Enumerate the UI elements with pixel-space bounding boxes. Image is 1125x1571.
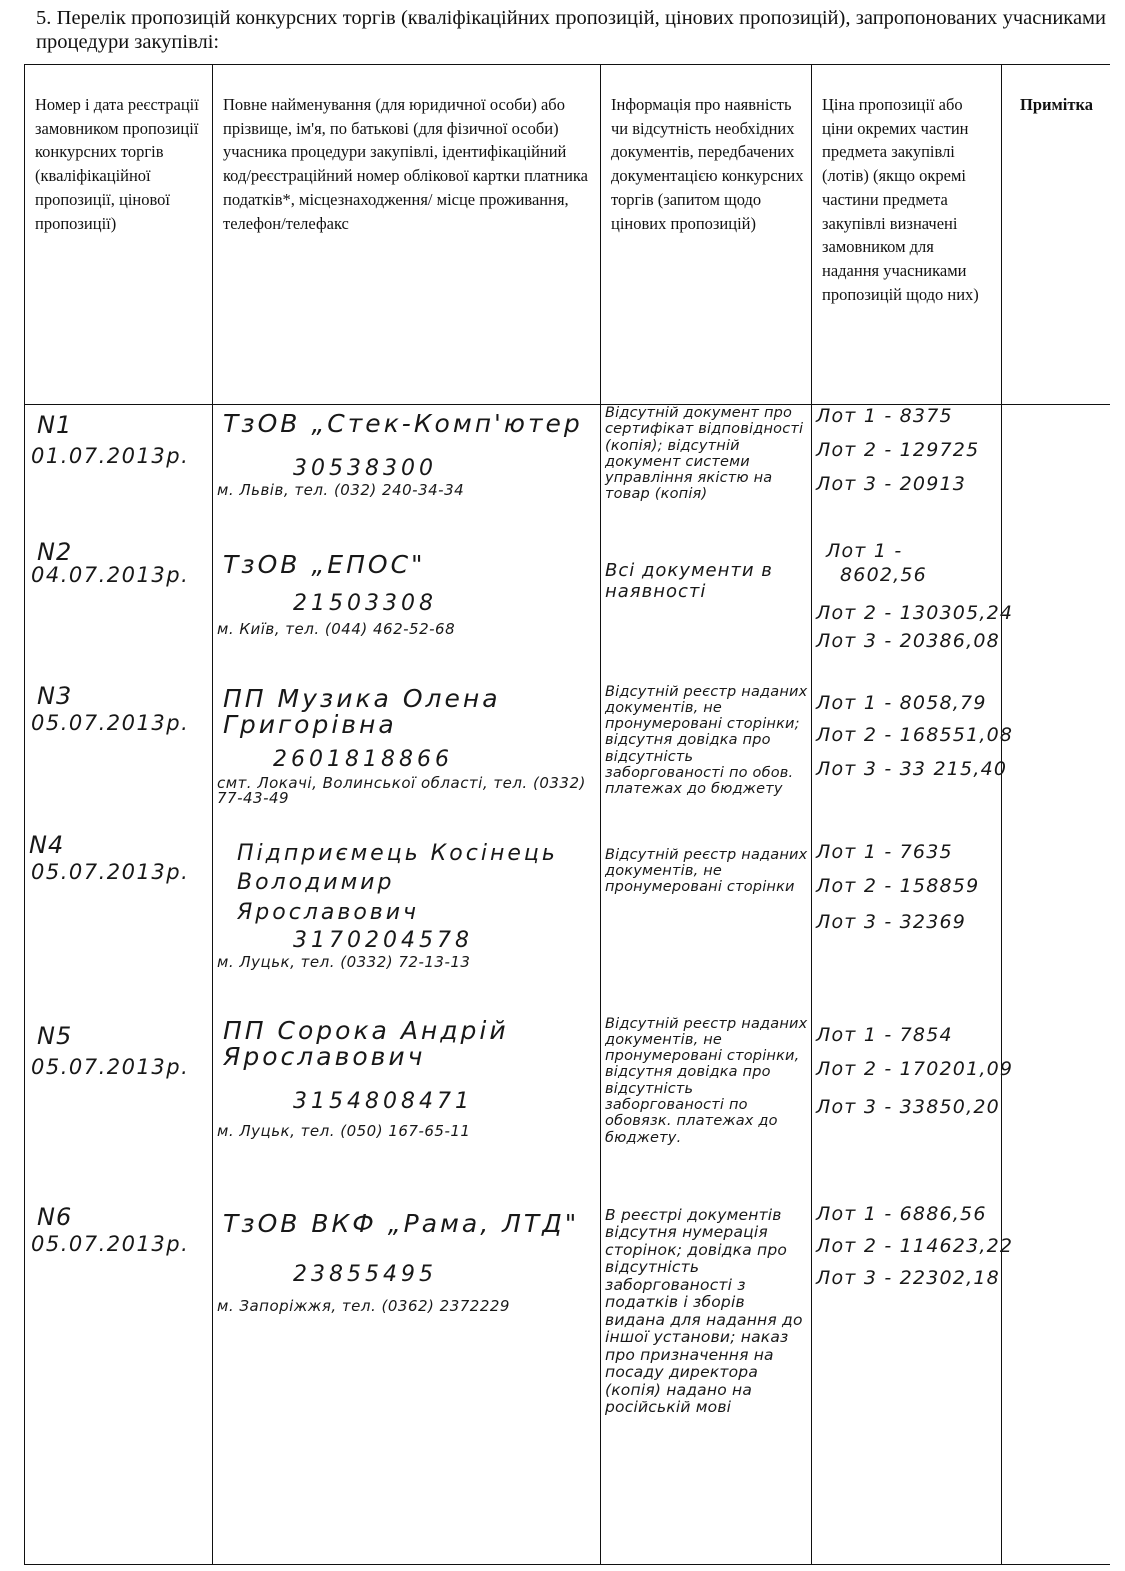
header-number-date: Номер і дата реєстрації замовником пропозиції конкурсних торгів (кваліфікаційної пропозиції, цінової пропозиції) [25, 65, 213, 405]
cell-number-date [25, 1000, 213, 1195]
participant-code: 30538300 [293, 456, 437, 481]
lot-price: Лот 3 - 33 215,40 [816, 757, 1008, 780]
participant-code: 21503308 [293, 590, 437, 616]
participant-address: м. Запоріжжя, тел. (0362) 2372229 [217, 1296, 510, 1315]
lot-price: Лот 1 - 7635 [816, 840, 953, 863]
row-number: N4 [29, 830, 65, 859]
row-number: N5 [37, 1021, 73, 1050]
lot-price: Лот 3 - 32369 [816, 910, 967, 933]
participant-address: м. Київ, тел. (044) 462-52-68 [217, 619, 456, 638]
documents-info: Всі документи в наявності [605, 559, 773, 602]
cell-participant [213, 540, 601, 680]
documents-info: Відсутній реєстр наданих документів, не пронумеровані сторінки; відсутня довідка про відсутність заборгованості по обов. платежах до бюджету [605, 683, 808, 798]
lot-price: Лот 1 - 6886,56 [816, 1202, 987, 1225]
cell-number-date [25, 1195, 213, 1565]
cell-note [1002, 1000, 1110, 1195]
lot-price: 8602,56 [840, 563, 927, 586]
row-date: 05.07.2013р. [31, 1231, 190, 1256]
table-row [25, 825, 1110, 1000]
header-participant: Повне найменування (для юридичної особи) або прізвище, ім'я, по батькові (для фізичної особи) учасника процедури закупівлі, ідентифікаційний код/реєстраційний номер облікової картки платника податків*, місцезнаходження/ місце проживання, телефон/телефакс [213, 65, 601, 405]
table-row [25, 1195, 1110, 1565]
row-number: N1 [37, 411, 73, 439]
lot-price: Лот 2 - 114623,22 [816, 1234, 1014, 1257]
documents-info: Відсутній документ про сертифікат відповідності (копія); відсутній документ системи управління якістю на товар (копія) [605, 405, 804, 503]
row-number: N6 [37, 1202, 73, 1231]
participant-code: 3170204578 [293, 927, 473, 953]
row-date: 04.07.2013р. [31, 562, 190, 587]
bids-table [24, 64, 1110, 1565]
participant-code: 3154808471 [293, 1088, 473, 1114]
table-row [25, 540, 1110, 680]
cell-price [812, 1195, 1014, 1565]
lot-price: Лот 1 - 7854 [816, 1023, 953, 1046]
row-number: N2 [37, 537, 73, 566]
participant-address: м. Львів, тел. (032) 240-34-34 [217, 481, 465, 499]
cell-participant [213, 1195, 601, 1565]
participant-code: 2601818866 [273, 746, 453, 772]
cell-price [812, 680, 1014, 825]
cell-documents [601, 540, 812, 680]
documents-info: Відсутній реєстр наданих документів, не пронумеровані сторінки [605, 846, 808, 896]
participant-address: м. Луцьк, тел. (0332) 72-13-13 [217, 952, 471, 971]
cell-participant [213, 680, 601, 825]
table-row [25, 405, 1110, 540]
cell-price [812, 1000, 1014, 1195]
header-documents: Інформація про наявність чи відсутність необхідних документів, передбачених документацією конкурсних торгів (запитом щодо цінових пропозицій) [601, 65, 812, 405]
cell-note [1002, 825, 1110, 1000]
cell-number-date [25, 537, 213, 680]
lot-price: Лот 3 - 22302,18 [816, 1266, 1000, 1289]
participant-name: ПП Музика Олена Григорівна [223, 683, 501, 739]
cell-price [812, 405, 1002, 540]
table-row [25, 680, 1110, 825]
lot-price: Лот 3 - 33850,20 [816, 1095, 1000, 1118]
section-intro: 5. Перелік пропозицій конкурсних торгів (кваліфікаційних пропозицій, цінових пропозицій), запропонованих учасниками процедури закупівлі: [36, 7, 1106, 53]
lot-price: Лот 1 - [826, 539, 903, 562]
header-price: Ціна пропозиції або ціни окремих частин предмета закупівлі (лотів) (якщо окремі частини предмета закупівлі визначені замовником для надання учасниками пропозицій щодо них) [812, 65, 1002, 405]
lot-price: Лот 2 - 168551,08 [816, 723, 1014, 746]
header-note: Примітка [1002, 65, 1110, 405]
lot-price: Лот 2 - 130305,24 [816, 601, 1014, 624]
participant-name: Підприємець Косінець Володимир Ярославович [237, 840, 558, 925]
cell-note [1002, 405, 1110, 540]
documents-info: В реєстрі документів відсутня нумерація сторінок; довідка про відсутність заборгованості з податків і зборів видана для надання до іншої установи; наказ про призначення на посаду директора (копія) надано на російській мові [605, 1205, 803, 1416]
cell-price [812, 825, 1002, 1000]
row-date: 01.07.2013р. [31, 444, 190, 468]
cell-note [1002, 680, 1110, 825]
cell-note [1002, 1195, 1110, 1565]
cell-documents [601, 825, 812, 1000]
cell-price [812, 539, 1014, 680]
participant-address: смт. Локачі, Волинської області, тел. (0332) 77-43-49 [217, 773, 586, 808]
lot-price: Лот 1 - 8058,79 [816, 691, 987, 714]
participant-name: ТзОВ „Стек-Комп'ютер [223, 409, 583, 438]
participant-address: м. Луцьк, тел. (050) 167-65-11 [217, 1121, 471, 1140]
table-header-row [25, 65, 1110, 405]
cell-documents [601, 1000, 812, 1195]
lot-price: Лот 3 - 20913 [816, 473, 967, 495]
row-date: 05.07.2013р. [31, 1054, 190, 1079]
row-date: 05.07.2013р. [31, 710, 190, 735]
cell-note [1002, 540, 1110, 680]
cell-number-date [25, 680, 213, 825]
lot-price: Лот 2 - 129725 [816, 439, 980, 461]
lot-price: Лот 1 - 8375 [816, 405, 953, 427]
cell-number-date [25, 405, 213, 540]
cell-participant [213, 405, 601, 540]
participant-name: ПП Сорока Андрій Ярославович [223, 1015, 509, 1071]
cell-participant [213, 825, 601, 1000]
lot-price: Лот 2 - 170201,09 [816, 1057, 1014, 1080]
table-row [25, 1000, 1110, 1195]
documents-info: Відсутній реєстр наданих документів, не пронумеровані сторінки, відсутня довідка про відсутність заборгованості по обовязк. платежах до бюджету. [605, 1015, 808, 1146]
cell-documents [601, 405, 812, 540]
lot-price: Лот 3 - 20386,08 [816, 629, 1000, 652]
lot-price: Лот 2 - 158859 [816, 874, 980, 897]
cell-participant [213, 1000, 601, 1195]
participant-code: 23855495 [293, 1261, 437, 1287]
row-number: N3 [37, 681, 73, 710]
participant-name: ТзОВ ВКФ „Рама, ЛТД" [223, 1208, 580, 1238]
cell-documents [601, 680, 812, 825]
participant-name: ТзОВ „ЕПОС" [223, 549, 426, 579]
row-date: 05.07.2013р. [31, 859, 190, 884]
cell-documents [601, 1195, 812, 1565]
cell-number-date [25, 825, 213, 1000]
